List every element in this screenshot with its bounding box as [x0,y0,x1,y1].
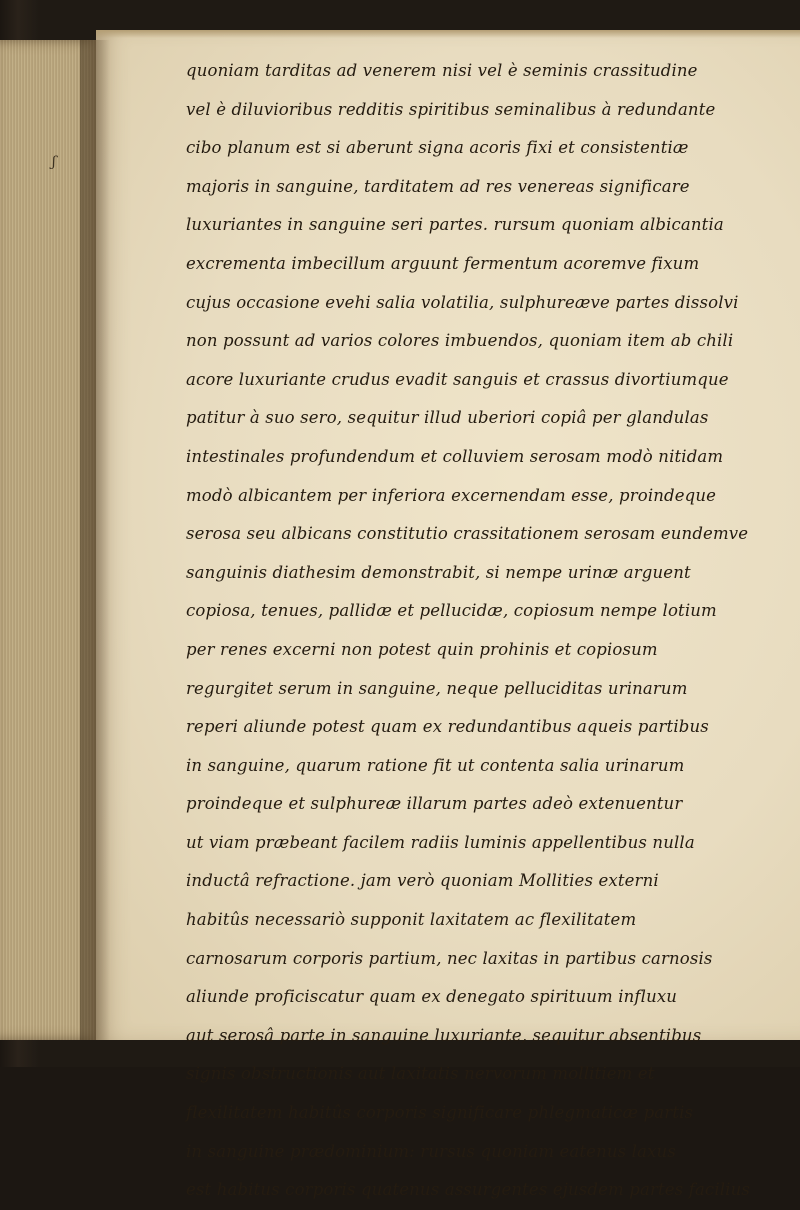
margin-mark: ʃ [52,154,56,170]
text-line: signis obstructionis aut laxitatis nervorum mollitiem et [186,1064,655,1084]
text-line: flexilitatem habitûs corporis significare phlegmaticæ partis [186,1103,694,1123]
text-line: ut viam præbeant facilem radiis luminis appellentibus nulla [186,832,695,852]
text-line: serosa seu albicans constitutio crassitationem serosam eundemve [186,524,749,544]
text-line: sanguinis diathesim demonstrabit, si nempe urinæ arguent [186,562,691,582]
text-line: habitûs necessariò supponit laxitatem ac flexilitatem [186,910,637,930]
text-line: aliunde proficiscatur quam ex denegato spirituum influxu [186,987,678,1007]
handwritten-text-block [186,52,786,1210]
text-line: quoniam tarditas ad venerem nisi vel è seminis crassitudine [186,61,698,80]
text-line: aut serosâ parte in sanguine luxuriante, sequitur absentibus [186,1025,702,1045]
text-line: majoris in sanguine, tarditatem ad res venereas significare [186,176,690,196]
text-line: per renes excerni non potest quin prohinis et copiosum [186,639,658,659]
text-line: est habitus corporis quatenus assurgentes ejusdem partes facilius [186,1180,750,1200]
text-line: acore luxuriante crudus evadit sanguis et crassus divortiumque [186,369,729,389]
text-line: cujus occasione evehi salia volatilia, sulphureæve partes dissolvi [186,292,739,312]
text-line: luxuriantes in sanguine seri partes. rursum quoniam albicantia [186,215,724,235]
binding-shadow [80,40,110,1040]
text-line: carnosarum corporis partium, nec laxitas in partibus carnosis [186,948,713,968]
text-line: reperi aliunde potest quam ex redundantibus aqueis partibus [186,717,709,737]
text-line: modò albicantem per inferiora excernendam esse, proindeque [186,485,717,505]
text-line: copiosa, tenues, pallidæ et pellucidæ, copiosum nempe lotium [186,601,717,621]
text-line: vel è diluvioribus redditis spiritibus seminalibus à redundante [186,99,716,119]
text-line: inductâ refractione. jam verò quoniam Mollities externi [186,871,659,891]
text-line: patitur à suo sero, sequitur illud uberiori copiâ per glandulas [186,408,709,428]
text-line: cibo planum est si aberunt signa acoris fixi et consistentiæ [186,138,689,158]
text-line: regurgitet serum in sanguine, neque pelluciditas urinarum [186,678,688,698]
page-top-edge [96,30,800,38]
text-line: proindeque et sulphureæ illarum partes adeò extenuentur [186,794,683,814]
text-line: intestinales profundendum et colluviem serosam modò nitidam [186,446,724,466]
text-line: non possunt ad varios colores imbuendos, quoniam item ab chili [186,331,734,351]
text-line: in sanguine prædominium: rursus quoniam eatenus laxus [186,1141,676,1161]
text-line: excrementa imbecillum arguunt fermentum acoremve fixum [186,253,700,273]
text-line: in sanguine, quarum ratione fit ut contenta salia urinarum [186,755,685,775]
